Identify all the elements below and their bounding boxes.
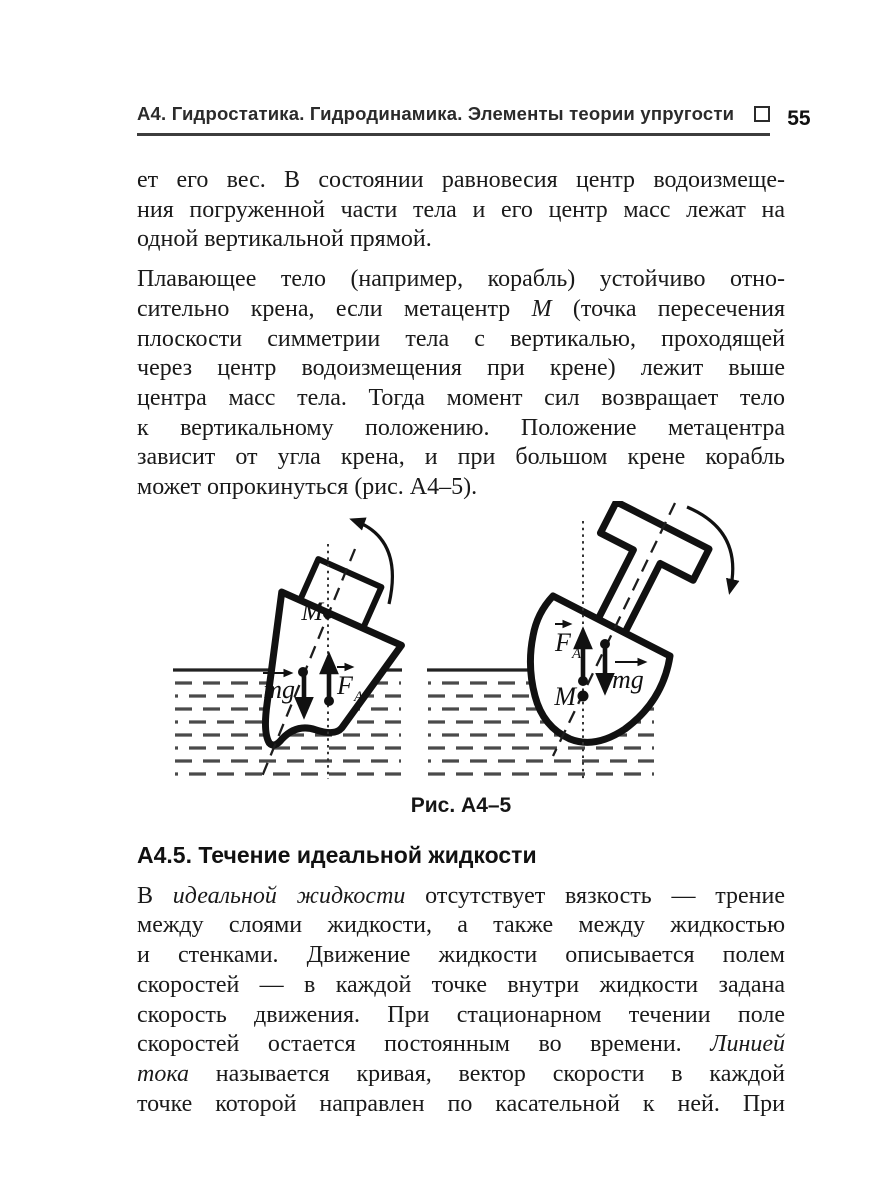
left-boat — [223, 551, 419, 777]
text-line: скоростей — в каждой точке внутри жидкости задана — [137, 971, 785, 998]
text-line: к вертикальному положению. Положение метацентра — [137, 414, 785, 441]
text-line: тока называется кривая, вектор скорости в каждой — [137, 1060, 785, 1087]
svg-text:M: M — [554, 681, 576, 711]
text-line: через центр водоизмещения при крене) лежит выше — [137, 355, 785, 382]
text-line: Плавающее тело (например, корабль) устойчиво отно- — [137, 266, 785, 293]
left-metacenter-label — [300, 597, 324, 626]
svg-text:F: F — [337, 670, 353, 700]
paragraph-2 — [137, 265, 785, 503]
page-header — [137, 103, 811, 136]
chapter-title: А4. Гидростатика. Гидродинамика. Элементы теории упругости — [137, 103, 735, 124]
svg-text:mg: mg — [263, 674, 295, 704]
right-metacenter-point — [578, 690, 589, 701]
paragraph-3 — [137, 882, 785, 1120]
section-marker-icon — [754, 106, 770, 122]
text-line: и стенками. Движение жидкости описывается полем — [137, 942, 785, 969]
text-line: скорость движения. При стационарном течении поле — [137, 1001, 785, 1028]
text-line: ет его вес. В состоянии равновесия центр водоизмеще- — [137, 167, 785, 193]
svg-text:F: F — [555, 627, 571, 657]
svg-text:A: A — [572, 645, 582, 662]
figure-a4-5 — [165, 501, 785, 791]
text-line: центра масс тела. Тогда момент сил возвращает тело — [137, 384, 785, 411]
right-boat-hull — [530, 596, 670, 742]
svg-text:mg: mg — [612, 664, 644, 694]
text-line: зависит от угла крена, и при большом крене корабль — [137, 444, 785, 471]
svg-text:M: M — [301, 596, 323, 626]
page-number: 55 — [787, 107, 811, 130]
right-mg-label — [612, 662, 645, 694]
text-line: сительно крена, если метацентр M (точка пересечения — [137, 295, 786, 322]
paragraph-1 — [137, 166, 785, 255]
text-line: плоскости симметрии тела с вертикалью, проходящей — [137, 325, 785, 352]
left-mg-label — [263, 673, 295, 704]
right-metacenter-label — [553, 682, 577, 711]
text-line: В идеальной жидкости отсутствует вязкость — трение — [137, 882, 786, 909]
left-metacenter-point — [323, 609, 333, 619]
header-rule — [137, 103, 770, 136]
text-line: скоростей остается постоянным во времени. Линией — [137, 1031, 785, 1058]
figure-caption: Рис. А4–5 — [410, 793, 512, 817]
text-line: одной вертикальной прямой. — [137, 226, 432, 253]
ship-stability-diagram — [165, 501, 765, 791]
section-heading: А4.5. Течение идеальной жидкости — [137, 841, 537, 868]
text-line: ния погруженной части тела и его центр масс лежат на — [137, 196, 785, 223]
text-line: точке которой направлен по касательной к ней. При — [137, 1090, 785, 1117]
text-line: между слоями жидкости, а также между жидкостью — [137, 912, 785, 939]
svg-text:A: A — [354, 688, 364, 705]
text-line: может опрокинуться (рис. А4–5). — [137, 474, 478, 501]
